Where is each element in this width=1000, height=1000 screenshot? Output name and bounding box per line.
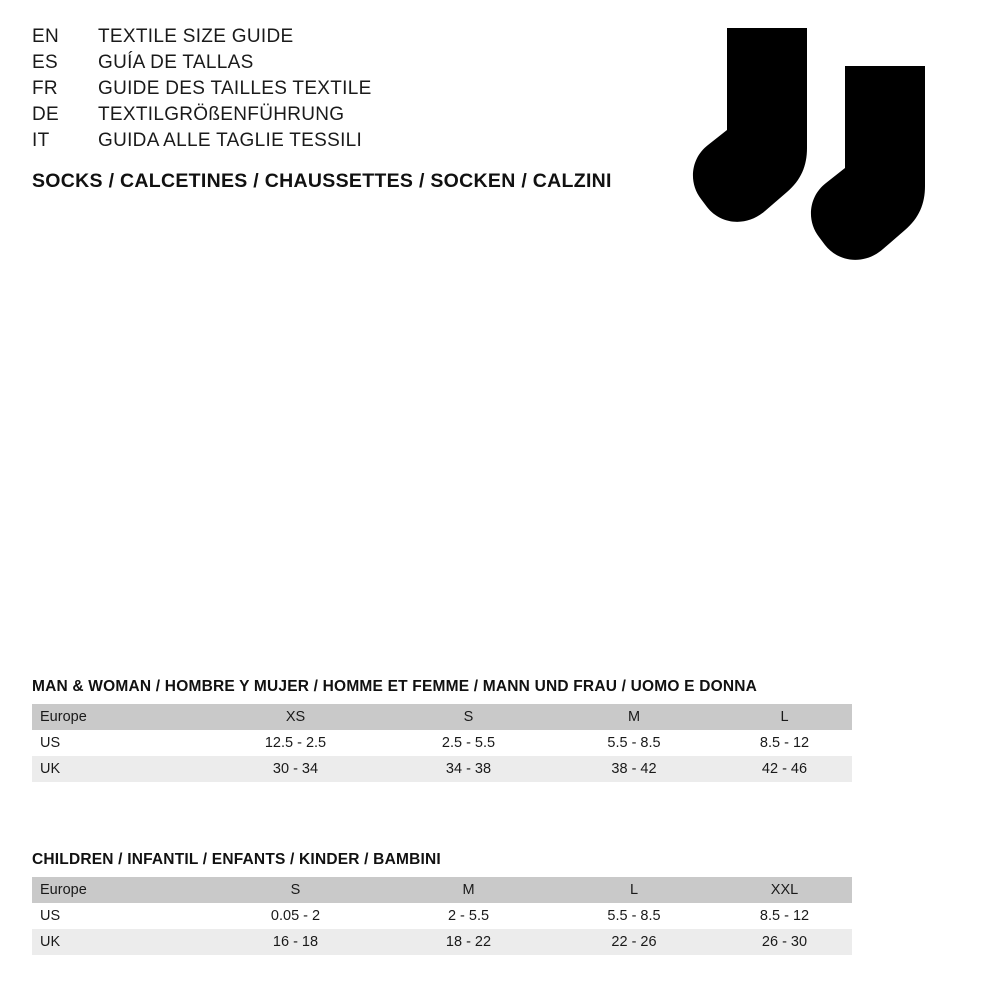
cell: 42 - 46	[709, 756, 852, 782]
cell: S	[205, 877, 378, 903]
language-code: EN	[32, 26, 59, 47]
row-label: UK	[32, 929, 205, 955]
cell: 12.5 - 2.5	[205, 730, 378, 756]
language-title: GUIDE DES TAILLES TEXTILE	[98, 78, 372, 99]
cell: 5.5 - 8.5	[551, 903, 709, 929]
language-title: TEXTILE SIZE GUIDE	[98, 26, 294, 47]
language-row-it	[32, 130, 672, 152]
cell: 18 - 22	[378, 929, 551, 955]
table-row	[32, 756, 852, 782]
cell: 30 - 34	[205, 756, 378, 782]
product-category-line: SOCKS / CALCETINES / CHAUSSETTES / SOCKEN / CALZINI	[32, 170, 612, 192]
cell: 22 - 26	[551, 929, 709, 955]
cell: 8.5 - 12	[709, 903, 852, 929]
language-title: GUÍA DE TALLAS	[98, 52, 254, 73]
language-code: IT	[32, 130, 50, 151]
table-row	[32, 929, 852, 955]
pair-of-socks-icon	[665, 18, 955, 298]
row-label: US	[32, 730, 205, 756]
cell: 2.5 - 5.5	[378, 730, 551, 756]
language-code: ES	[32, 52, 58, 73]
table	[32, 877, 852, 955]
row-label: Europe	[32, 704, 205, 730]
table-row	[32, 877, 852, 903]
cell: 8.5 - 12	[709, 730, 852, 756]
size-table-man-woman	[32, 678, 822, 782]
table-title: CHILDREN / INFANTIL / ENFANTS / KINDER / BAMBINI	[32, 851, 441, 868]
cell: XS	[205, 704, 378, 730]
language-title: GUIDA ALLE TAGLIE TESSILI	[98, 130, 363, 151]
cell: L	[551, 877, 709, 903]
language-title: TEXTILGRÖßENFÜHRUNG	[98, 104, 345, 125]
size-table-children	[32, 851, 822, 955]
cell: 16 - 18	[205, 929, 378, 955]
table-title: MAN & WOMAN / HOMBRE Y MUJER / HOMME ET FEMME / MANN UND FRAU / UOMO E DONNA	[32, 678, 758, 695]
language-row-en	[32, 26, 672, 48]
cell: 34 - 38	[378, 756, 551, 782]
cell: 26 - 30	[709, 929, 852, 955]
cell: L	[709, 704, 852, 730]
language-row-es	[32, 52, 672, 74]
language-row-fr	[32, 78, 672, 100]
cell: M	[378, 877, 551, 903]
language-code: FR	[32, 78, 58, 99]
cell: XXL	[709, 877, 852, 903]
language-code: DE	[32, 104, 59, 125]
cell: 5.5 - 8.5	[551, 730, 709, 756]
table-row	[32, 903, 852, 929]
cell: M	[551, 704, 709, 730]
row-label: Europe	[32, 877, 205, 903]
table-row	[32, 730, 852, 756]
row-label: US	[32, 903, 205, 929]
cell: 0.05 - 2	[205, 903, 378, 929]
cell: 38 - 42	[551, 756, 709, 782]
table	[32, 704, 852, 782]
language-row-de	[32, 104, 672, 126]
cell: 2 - 5.5	[378, 903, 551, 929]
size-guide-header	[32, 26, 672, 193]
row-label: UK	[32, 756, 205, 782]
table-row	[32, 704, 852, 730]
cell: S	[378, 704, 551, 730]
